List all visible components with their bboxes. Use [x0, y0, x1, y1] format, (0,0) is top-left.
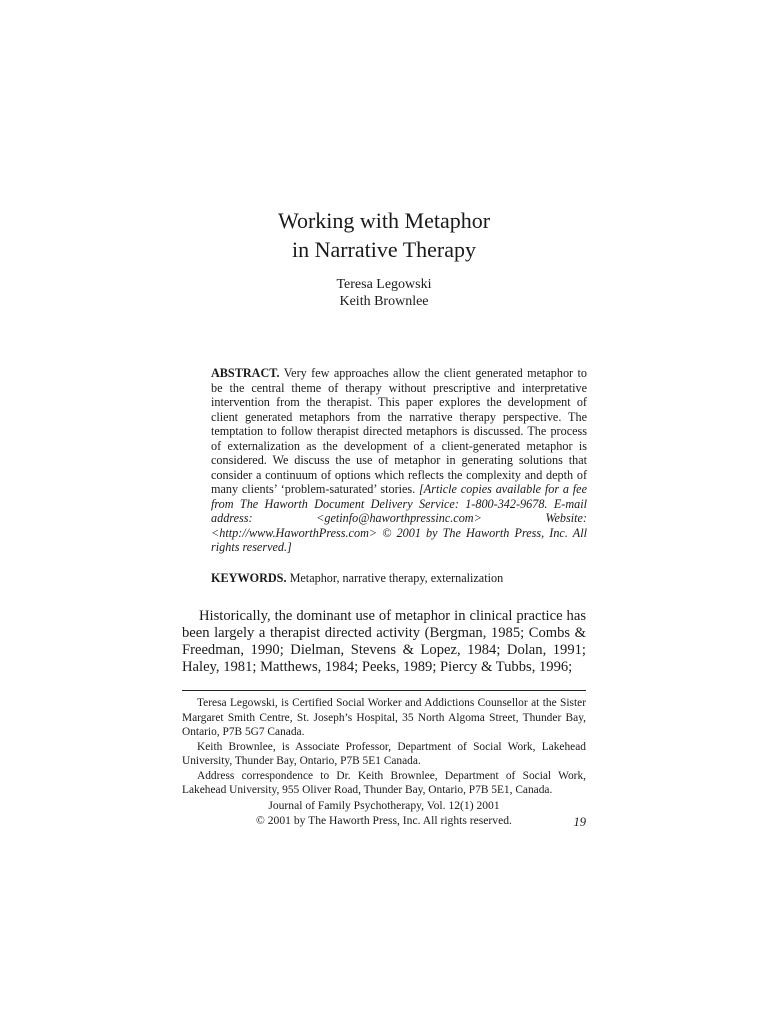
journal-info	[182, 799, 586, 828]
keywords	[211, 571, 587, 586]
keywords-text: Metaphor, narrative therapy, externalization	[289, 571, 504, 585]
body-paragraph: Historically, the dominant use of metaphor in clinical practice has been largely a therapist directed activity (Bergman, 1985; Combs & Freedman, 1990; Dielman, Stevens & Lopez, 1984; Dolan, 1991; Haley, 1981; Matthews, 1984; Peeks, 1989; Piercy & Tubbs, 1996;	[182, 608, 586, 675]
copy-notice: [Article copies available for a fee from The Haworth Document Delivery Service: 1-800-342-9678. E-mail address: <getinfo@haworthpressinc.com> Website: <http://www.HaworthPress.com> © 2001 by The Haworth Press, Inc. All rights reserved.]	[211, 482, 587, 554]
title-line-2: in Narrative Therapy	[291, 237, 477, 262]
footnote: Address correspondence to Dr. Keith Brownlee, Department of Social Work, Lakehead University, 955 Oliver Road, Thunder Bay, Ontario, P7B 5E1, Canada.	[182, 769, 586, 796]
footnote: Keith Brownlee, is Associate Professor, Department of Social Work, Lakehead University, Thunder Bay, Ontario, P7B 5E1 Canada.	[182, 740, 586, 767]
author-name: Teresa Legowski	[336, 277, 432, 292]
journal-citation: Journal of Family Psychotherapy, Vol. 12(1) 2001	[268, 799, 500, 812]
author-list	[182, 276, 586, 310]
footnotes	[182, 696, 586, 798]
footnote: Teresa Legowski, is Certified Social Worker and Addictions Counsellor at the Sister Margaret Smith Centre, St. Joseph’s Hospital, 35 North Algoma Street, Thunder Bay, Ontario, P7B 5G7 Canada.	[182, 697, 586, 738]
journal-copyright: © 2001 by The Haworth Press, Inc. All rights reserved.	[256, 813, 512, 827]
title-line-1: Working with Metaphor	[277, 208, 491, 233]
footnote-divider	[182, 690, 586, 691]
abstract-label: ABSTRACT.	[211, 366, 280, 380]
page-number: 19	[573, 815, 586, 829]
abstract-text: Very few approaches allow the client generated metaphor to be the central theme of therapy without prescriptive and interpretative intervention from the therapist. This paper explores the development of client generated metaphors from the narrative therapy perspective. The temptation to follow therapist directed metaphors is discussed. The process of externalization as the development of a client-generated metaphor is considered. We discuss the use of metaphor in generating solutions that consider a continuum of options which reflects the complexity and depth of many clients’ ‘problem-saturated’ stories.	[211, 366, 588, 496]
author-name: Keith Brownlee	[339, 294, 429, 309]
keywords-label: KEYWORDS.	[211, 571, 287, 585]
paper-title	[182, 206, 586, 264]
abstract	[211, 366, 587, 555]
